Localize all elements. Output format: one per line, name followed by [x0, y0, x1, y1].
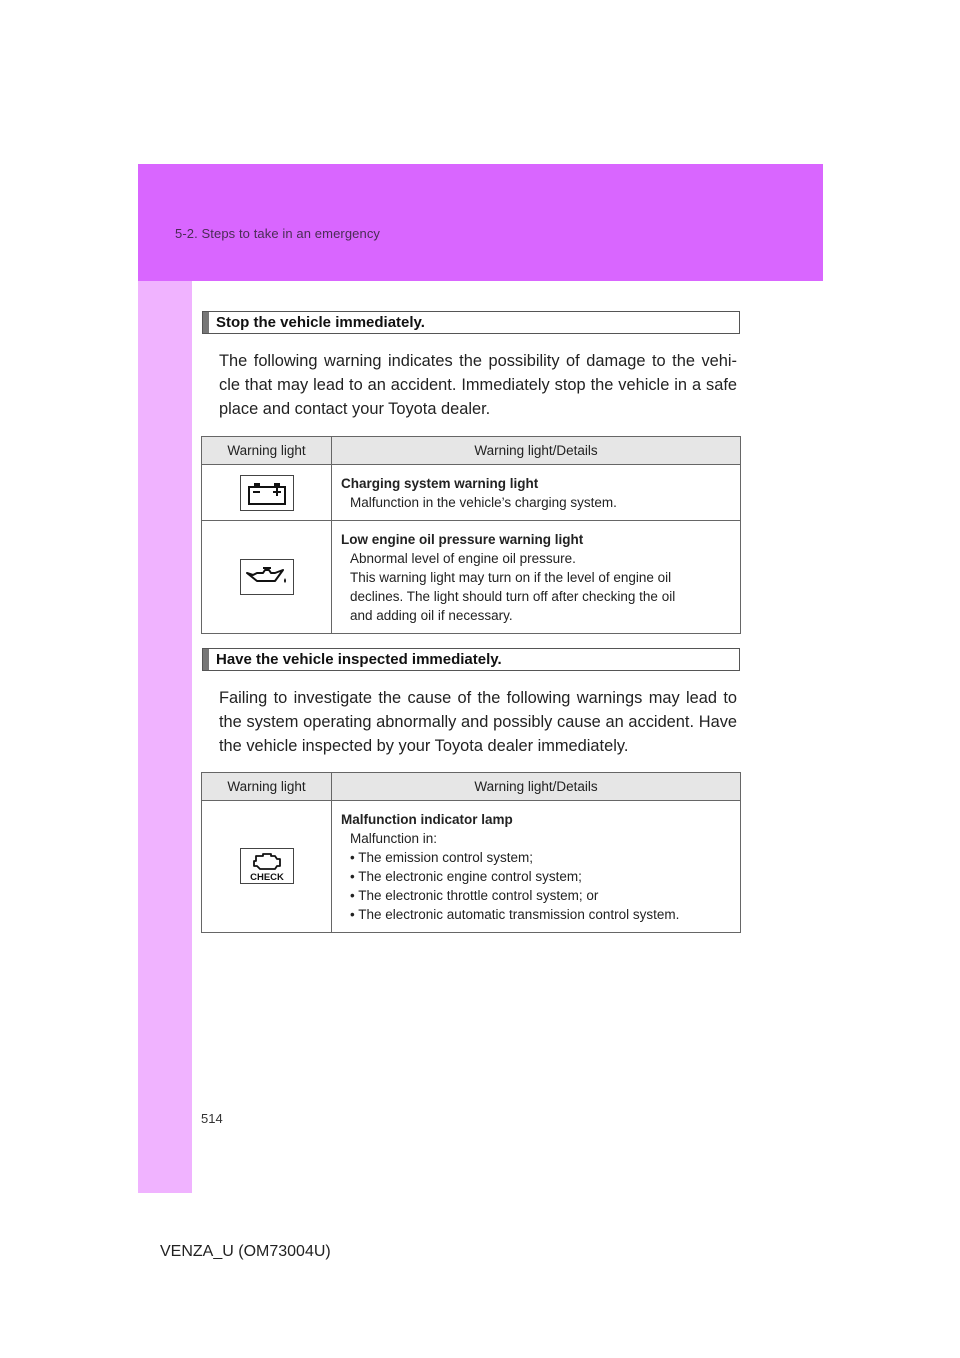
heading-bar: [203, 649, 209, 670]
column-header: Warning light/Details: [332, 437, 741, 465]
detail-line: This warning light may turn on if the level of engine oil: [350, 570, 672, 585]
icon-cell: [202, 521, 332, 634]
heading-bar: [203, 312, 209, 333]
column-header: Warning light/Details: [332, 773, 741, 801]
document-code: VENZA_U (OM73004U): [160, 1243, 331, 1260]
detail-line: Abnormal level of engine oil pressure.: [350, 551, 576, 566]
warning-title: Charging system warning light: [341, 476, 539, 491]
table-header-row: [202, 773, 741, 801]
detail-line: declines. The light should turn off after checking the oil: [350, 589, 676, 604]
detail-line: and adding oil if necessary.: [350, 608, 513, 623]
table-row: [202, 465, 741, 521]
detail-line: Malfunction in the vehicle’s charging system.: [350, 495, 617, 510]
check-engine-icon: [240, 848, 294, 884]
table-row: [202, 521, 741, 634]
header-band: [138, 164, 823, 281]
detail-cell: [332, 801, 741, 933]
detail-cell: [332, 465, 741, 521]
section-paragraph: Failing to investigate the cause of the following warnings may lead to the system operating abnormally and possibly cause an accident. Have the vehicle inspected by your Toyota dealer immediately.: [219, 689, 737, 755]
icon-cell: [202, 465, 332, 521]
detail-line: • The electronic automatic transmission control system.: [350, 907, 680, 922]
section-heading-text: Have the vehicle inspected immediately.: [216, 651, 502, 668]
page-number: 514: [201, 1111, 223, 1126]
section-breadcrumb: 5-2. Steps to take in an emergency: [175, 226, 381, 241]
table-header-row: [202, 437, 741, 465]
detail-line: • The electronic throttle control system; or: [350, 888, 599, 903]
check-label: CHECK: [249, 872, 284, 882]
section-heading-stop: [202, 311, 740, 334]
section-paragraph: The following warning indicates the possibility of damage to the vehi-cle that may lead to an accident. Immediately stop the vehicle in a safe place and contact your Toyota dealer.: [219, 352, 737, 418]
side-band: [138, 281, 192, 1193]
warning-table-stop: [201, 436, 741, 634]
warning-title: Low engine oil pressure warning light: [341, 532, 584, 547]
icon-cell: [202, 801, 332, 933]
warning-title: Malfunction indicator lamp: [341, 812, 513, 827]
detail-cell: [332, 521, 741, 634]
detail-line: • The emission control system;: [350, 850, 534, 865]
detail-line: Malfunction in:: [350, 831, 438, 846]
column-header: Warning light: [202, 437, 332, 465]
column-header: Warning light: [202, 773, 332, 801]
battery-warning-icon: [240, 475, 294, 511]
table-row: [202, 801, 741, 933]
section-heading-inspect: [202, 648, 740, 671]
warning-table-inspect: [201, 772, 741, 933]
detail-line: • The electronic engine control system;: [350, 869, 582, 884]
oil-pressure-warning-icon: [240, 559, 294, 595]
section-heading-text: Stop the vehicle immediately.: [216, 314, 425, 331]
